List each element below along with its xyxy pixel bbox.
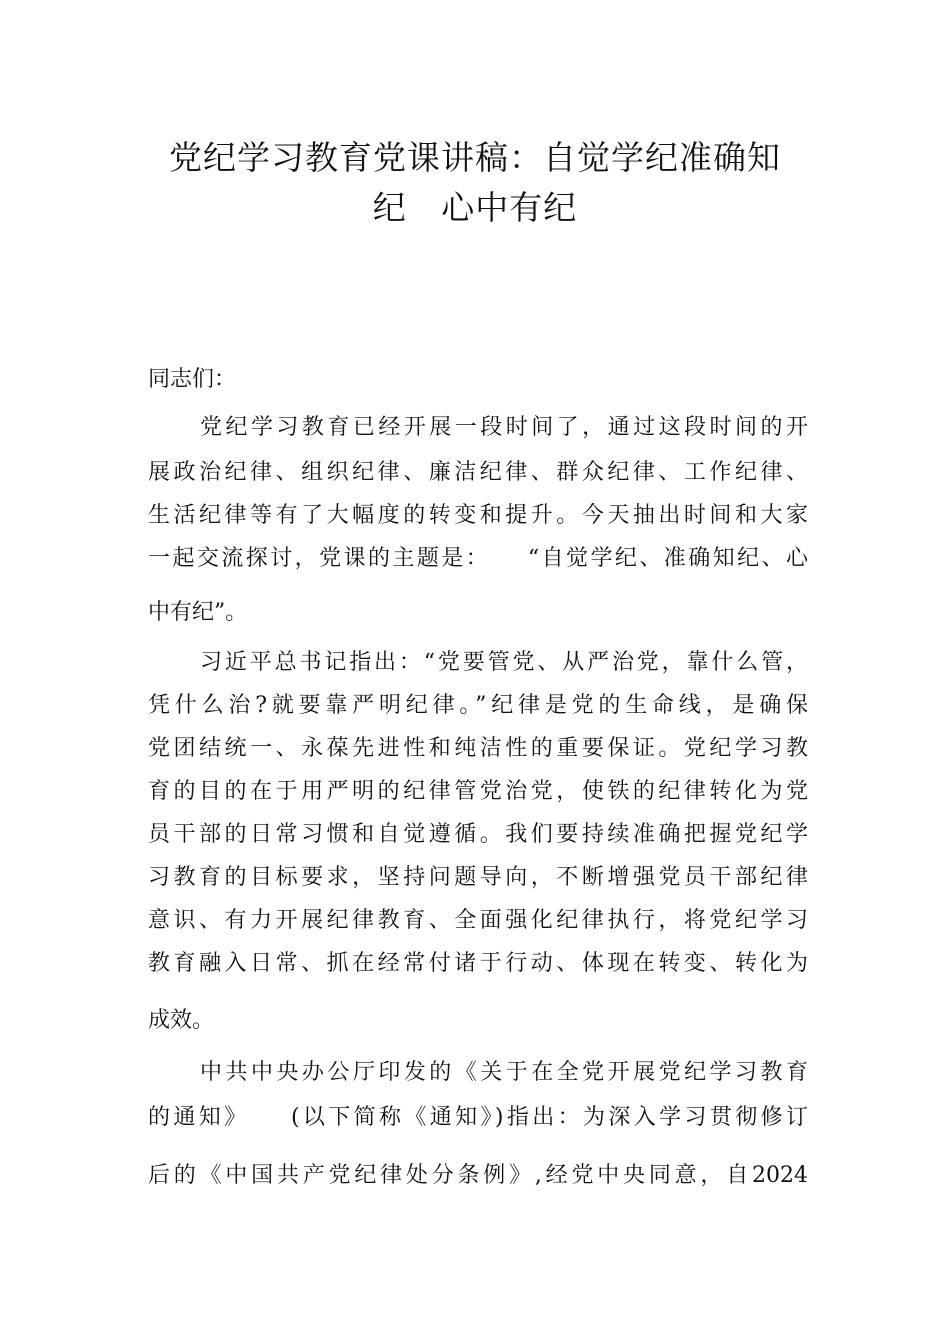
body-line: 中有纪”。 bbox=[148, 600, 248, 625]
body-line: 生活纪律等有了大幅度的转变和提升。今天抽出时间和大家 bbox=[148, 503, 808, 528]
body-line: 的通知》 (以下简称《通知》)指出：为深入学习贯彻修订 bbox=[148, 1105, 808, 1130]
body-line: 展政治纪律、组织纪律、廉洁纪律、群众纪律、工作纪律、 bbox=[148, 460, 808, 485]
body-line: 习近平总书记指出：“党要管党、从严治党，靠什么管， bbox=[200, 650, 808, 675]
body-line: 凭什么治?就要靠严明纪律。”纪律是党的生命线，是确保 bbox=[148, 693, 808, 718]
body-line: 意识、有力开展纪律教育、全面强化纪律执行，将党纪学习 bbox=[148, 908, 808, 933]
body-line: 后的《中国共产党纪律处分条例》,经党中央同意，自2024 bbox=[148, 1163, 808, 1188]
body-line: 党纪学习教育已经开展一段时间了，通过这段时间的开 bbox=[200, 415, 808, 440]
body-line: 习教育的目标要求，坚持问题导向，不断增强党员干部纪律 bbox=[148, 865, 808, 890]
body-line: 党团结统一、永葆先进性和纯洁性的重要保证。党纪学习教 bbox=[148, 736, 808, 761]
body-line: 教育融入日常、抓在经常付诸于行动、体现在转变、转化为 bbox=[148, 951, 808, 976]
title-line-2: 纪 心中有纪 bbox=[372, 188, 578, 227]
title-line-1: 党纪学习教育党课讲稿：自觉学纪准确知 bbox=[169, 138, 781, 177]
body-line: 育的目的在于用严明的纪律管党治党，使铁的纪律转化为党 bbox=[148, 779, 808, 804]
body-line: 中共中央办公厅印发的《关于在全党开展党纪学习教育 bbox=[200, 1060, 808, 1085]
salutation: 同志们： bbox=[148, 367, 237, 392]
body-line: 一起交流探讨，党课的主题是： “自觉学纪、准确知纪、心 bbox=[148, 546, 808, 571]
body-line: 成效。 bbox=[148, 1008, 215, 1033]
body-line: 员干部的日常习惯和自觉遵循。我们要持续准确把握党纪学 bbox=[148, 822, 808, 847]
document-title bbox=[120, 133, 830, 233]
